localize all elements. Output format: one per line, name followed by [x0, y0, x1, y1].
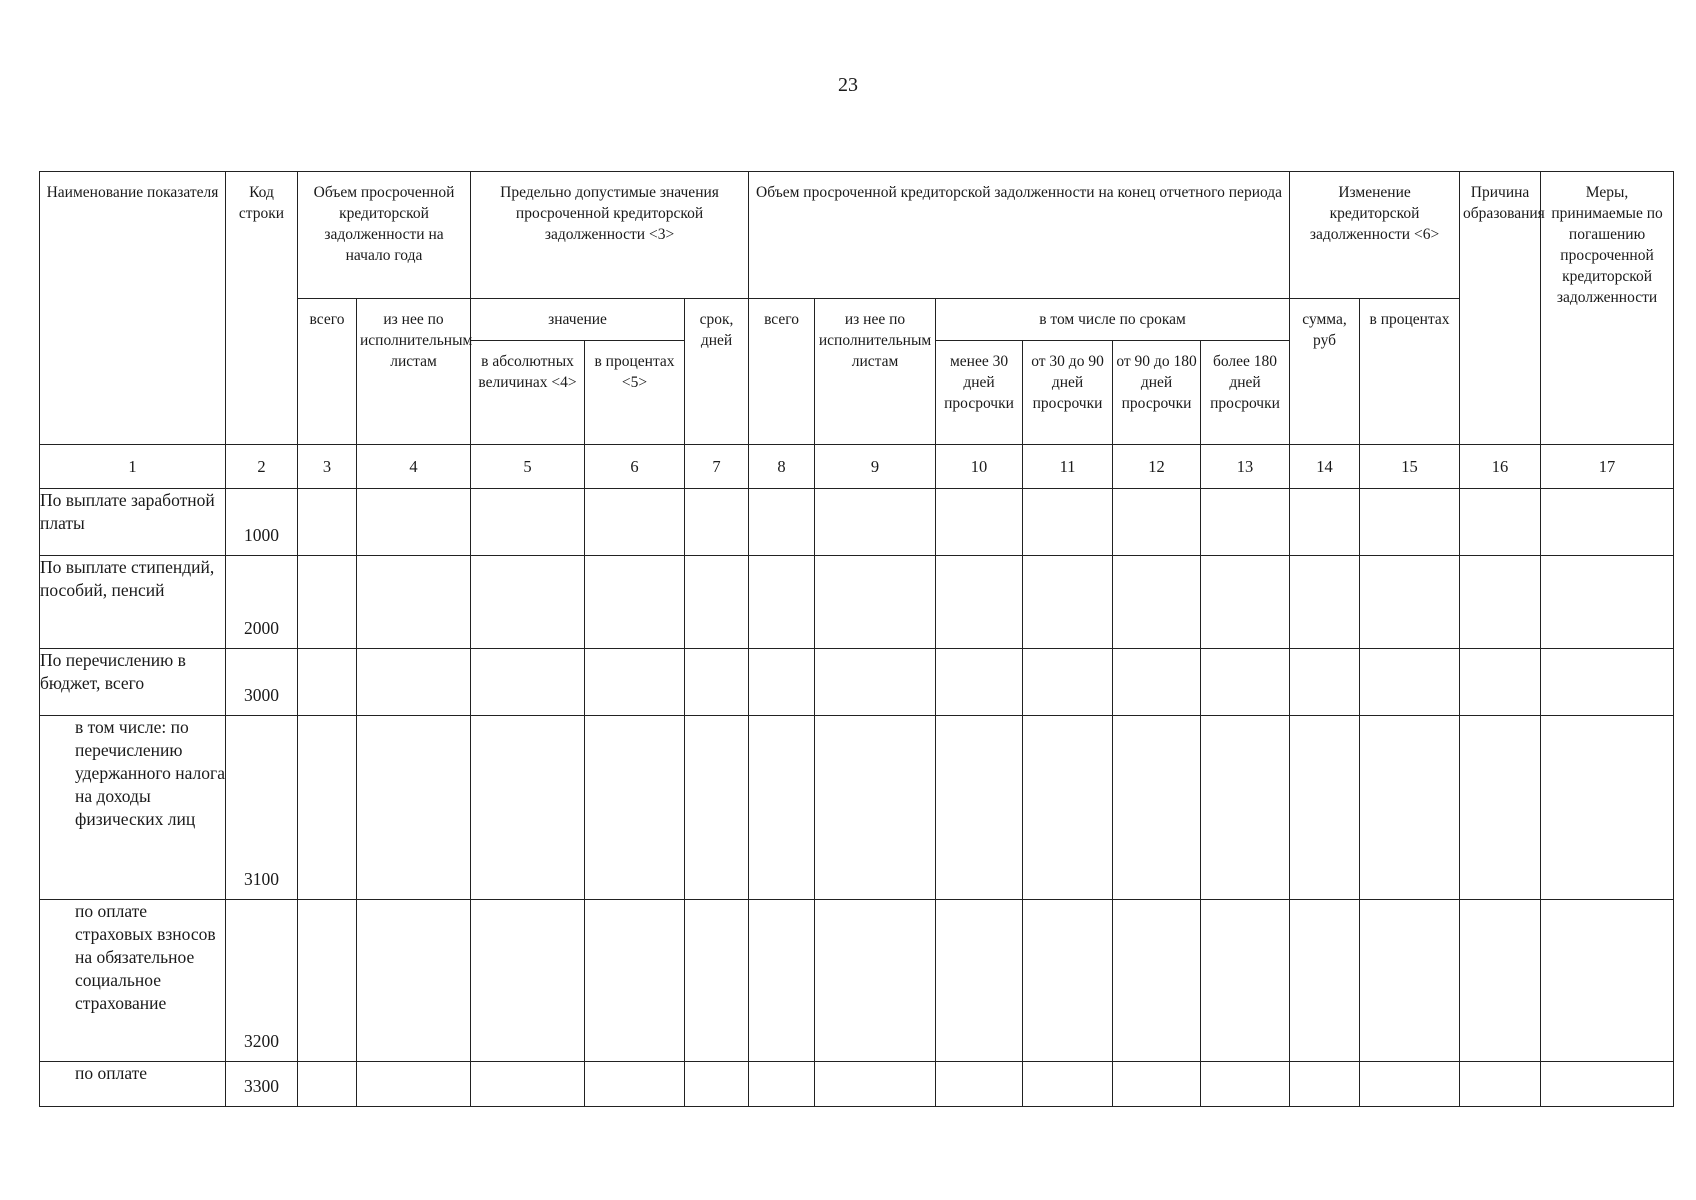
column-number: 15 — [1360, 445, 1460, 489]
data-cell[interactable] — [749, 716, 815, 900]
table-row — [40, 716, 1674, 900]
data-cell[interactable] — [357, 1062, 471, 1107]
data-cell[interactable] — [936, 1062, 1023, 1107]
data-cell[interactable] — [298, 489, 357, 556]
header-start-writs: из нее по исполнительным листам — [357, 299, 471, 445]
header-start-total: всего — [298, 299, 357, 445]
column-number: 14 — [1290, 445, 1360, 489]
data-cell[interactable] — [471, 556, 585, 649]
data-cell[interactable] — [1201, 649, 1290, 716]
header-change: Изменение кредиторской задолженности <6> — [1290, 172, 1460, 299]
data-cell[interactable] — [1113, 556, 1201, 649]
data-cell[interactable] — [1460, 900, 1541, 1062]
data-cell[interactable] — [815, 649, 936, 716]
data-cell[interactable] — [815, 489, 936, 556]
data-cell[interactable] — [685, 489, 749, 556]
data-cell[interactable] — [1023, 716, 1113, 900]
row-name: по оплате — [40, 1062, 226, 1107]
data-cell[interactable] — [1290, 1062, 1360, 1107]
header-gt180: более 180 дней просрочки — [1201, 341, 1290, 445]
row-code: 3300 — [226, 1062, 298, 1107]
column-number: 1 — [40, 445, 226, 489]
header-reasons: Причина образования — [1460, 172, 1541, 445]
column-number: 10 — [936, 445, 1023, 489]
data-cell[interactable] — [1113, 649, 1201, 716]
data-cell[interactable] — [357, 649, 471, 716]
data-cell[interactable] — [749, 900, 815, 1062]
data-cell[interactable] — [1113, 716, 1201, 900]
data-cell[interactable] — [357, 489, 471, 556]
data-cell[interactable] — [298, 1062, 357, 1107]
data-cell[interactable] — [685, 556, 749, 649]
data-cell[interactable] — [1290, 489, 1360, 556]
header-term-days: срок, дней — [685, 299, 749, 445]
data-cell[interactable] — [1023, 489, 1113, 556]
column-number: 2 — [226, 445, 298, 489]
data-cell[interactable] — [1290, 649, 1360, 716]
header-in-percent: в процентах — [1360, 299, 1460, 445]
column-number: 6 — [585, 445, 685, 489]
header-end-total: всего — [749, 299, 815, 445]
column-number: 12 — [1113, 445, 1201, 489]
column-number: 8 — [749, 445, 815, 489]
row-name: По выплате стипендий, пособий, пенсий — [40, 556, 226, 649]
header-incl-by-terms: в том числе по срокам — [936, 299, 1290, 341]
data-cell[interactable] — [1201, 556, 1290, 649]
data-cell[interactable] — [471, 1062, 585, 1107]
column-numbers-row — [40, 445, 1674, 489]
header-name: Наименование показателя — [40, 172, 226, 445]
header-30-90: от 30 до 90 дней просрочки — [1023, 341, 1113, 445]
data-cell[interactable] — [585, 489, 685, 556]
data-cell[interactable] — [298, 649, 357, 716]
table-row — [40, 900, 1674, 1062]
data-cell[interactable] — [749, 649, 815, 716]
table-row — [40, 1062, 1674, 1107]
header-start-volume: Объем просроченной кредиторской задолженности на начало года — [298, 172, 471, 299]
data-cell[interactable] — [685, 716, 749, 900]
table-row — [40, 489, 1674, 556]
header-end-writs: из нее по исполнительным листам — [815, 299, 936, 445]
data-cell[interactable] — [1023, 649, 1113, 716]
column-number: 3 — [298, 445, 357, 489]
data-cell[interactable] — [298, 716, 357, 900]
row-name: По перечислению в бюджет, всего — [40, 649, 226, 716]
data-cell[interactable] — [1360, 716, 1460, 900]
row-code: 2000 — [226, 556, 298, 649]
data-cell[interactable] — [1541, 649, 1674, 716]
column-number: 17 — [1541, 445, 1674, 489]
row-code: 3100 — [226, 716, 298, 900]
data-cell[interactable] — [936, 489, 1023, 556]
data-cell[interactable] — [1541, 556, 1674, 649]
data-cell[interactable] — [749, 489, 815, 556]
data-cell[interactable] — [1201, 900, 1290, 1062]
column-number: 5 — [471, 445, 585, 489]
header-percent-5: в процентах <5> — [585, 341, 685, 445]
data-cell[interactable] — [1113, 489, 1201, 556]
column-number: 4 — [357, 445, 471, 489]
data-cell[interactable] — [585, 1062, 685, 1107]
data-cell[interactable] — [936, 900, 1023, 1062]
data-cell[interactable] — [1023, 1062, 1113, 1107]
data-cell[interactable] — [1541, 1062, 1674, 1107]
data-cell[interactable] — [1460, 649, 1541, 716]
data-cell[interactable] — [1023, 556, 1113, 649]
data-cell[interactable] — [471, 489, 585, 556]
table-row — [40, 556, 1674, 649]
column-number: 11 — [1023, 445, 1113, 489]
data-cell[interactable] — [815, 556, 936, 649]
data-cell[interactable] — [1460, 489, 1541, 556]
data-cell[interactable] — [815, 1062, 936, 1107]
header-end-volume: Объем просроченной кредиторской задолженности на конец отчетного периода — [749, 172, 1290, 299]
data-cell[interactable] — [471, 900, 585, 1062]
data-cell[interactable] — [1460, 556, 1541, 649]
row-code: 3000 — [226, 649, 298, 716]
data-cell[interactable] — [298, 556, 357, 649]
column-number: 13 — [1201, 445, 1290, 489]
data-cell[interactable] — [1360, 1062, 1460, 1107]
data-cell[interactable] — [1113, 1062, 1201, 1107]
data-cell[interactable] — [1290, 716, 1360, 900]
data-cell[interactable] — [815, 900, 936, 1062]
data-cell[interactable] — [1541, 489, 1674, 556]
table-row — [40, 649, 1674, 716]
header-90-180: от 90 до 180 дней просрочки — [1113, 341, 1201, 445]
header-sum-rub: сумма, руб — [1290, 299, 1360, 445]
data-cell[interactable] — [298, 900, 357, 1062]
data-cell[interactable] — [1541, 900, 1674, 1062]
data-cell[interactable] — [471, 716, 585, 900]
row-code: 1000 — [226, 489, 298, 556]
data-cell[interactable] — [1290, 556, 1360, 649]
page-number: 23 — [838, 74, 858, 96]
data-cell[interactable] — [749, 1062, 815, 1107]
data-cell[interactable] — [585, 900, 685, 1062]
header-measures: Меры, принимаемые по погашению просроченной кредиторской задолженности — [1541, 172, 1674, 445]
data-cell[interactable] — [936, 556, 1023, 649]
data-cell[interactable] — [1290, 900, 1360, 1062]
data-cell[interactable] — [357, 716, 471, 900]
row-code: 3200 — [226, 900, 298, 1062]
column-number: 7 — [685, 445, 749, 489]
data-cell[interactable] — [1201, 489, 1290, 556]
data-cell[interactable] — [585, 649, 685, 716]
header-value: значение — [471, 299, 685, 341]
row-name: в том числе: по перечислению удержанного налога на доходы физических лиц — [40, 716, 226, 900]
row-name: по оплате страховых взносов на обязательное социальное страхование — [40, 900, 226, 1062]
row-name: По выплате заработной платы — [40, 489, 226, 556]
data-cell[interactable] — [471, 649, 585, 716]
header-absolute: в абсолютных величинах <4> — [471, 341, 585, 445]
data-cell[interactable] — [585, 716, 685, 900]
data-cell[interactable] — [1460, 716, 1541, 900]
header-code: Код строки — [226, 172, 298, 445]
data-cell[interactable] — [1360, 489, 1460, 556]
data-cell[interactable] — [815, 716, 936, 900]
data-cell[interactable] — [1360, 900, 1460, 1062]
data-cell[interactable] — [357, 556, 471, 649]
data-cell[interactable] — [936, 716, 1023, 900]
data-cell[interactable] — [1360, 649, 1460, 716]
data-cell[interactable] — [357, 900, 471, 1062]
column-number: 16 — [1460, 445, 1541, 489]
data-cell[interactable] — [1541, 716, 1674, 900]
data-cell[interactable] — [1360, 556, 1460, 649]
report-table — [39, 171, 1674, 1107]
data-cell[interactable] — [1201, 716, 1290, 900]
data-cell[interactable] — [1113, 900, 1201, 1062]
data-cell[interactable] — [749, 556, 815, 649]
data-cell[interactable] — [685, 649, 749, 716]
data-cell[interactable] — [936, 649, 1023, 716]
data-cell[interactable] — [1201, 1062, 1290, 1107]
header-lt30: менее 30 дней просрочки — [936, 341, 1023, 445]
data-cell[interactable] — [685, 1062, 749, 1107]
data-cell[interactable] — [1023, 900, 1113, 1062]
data-cell[interactable] — [1460, 1062, 1541, 1107]
data-cell[interactable] — [685, 900, 749, 1062]
data-cell[interactable] — [585, 556, 685, 649]
header-limits: Предельно допустимые значения просроченной кредиторской задолженности <3> — [471, 172, 749, 299]
column-number: 9 — [815, 445, 936, 489]
